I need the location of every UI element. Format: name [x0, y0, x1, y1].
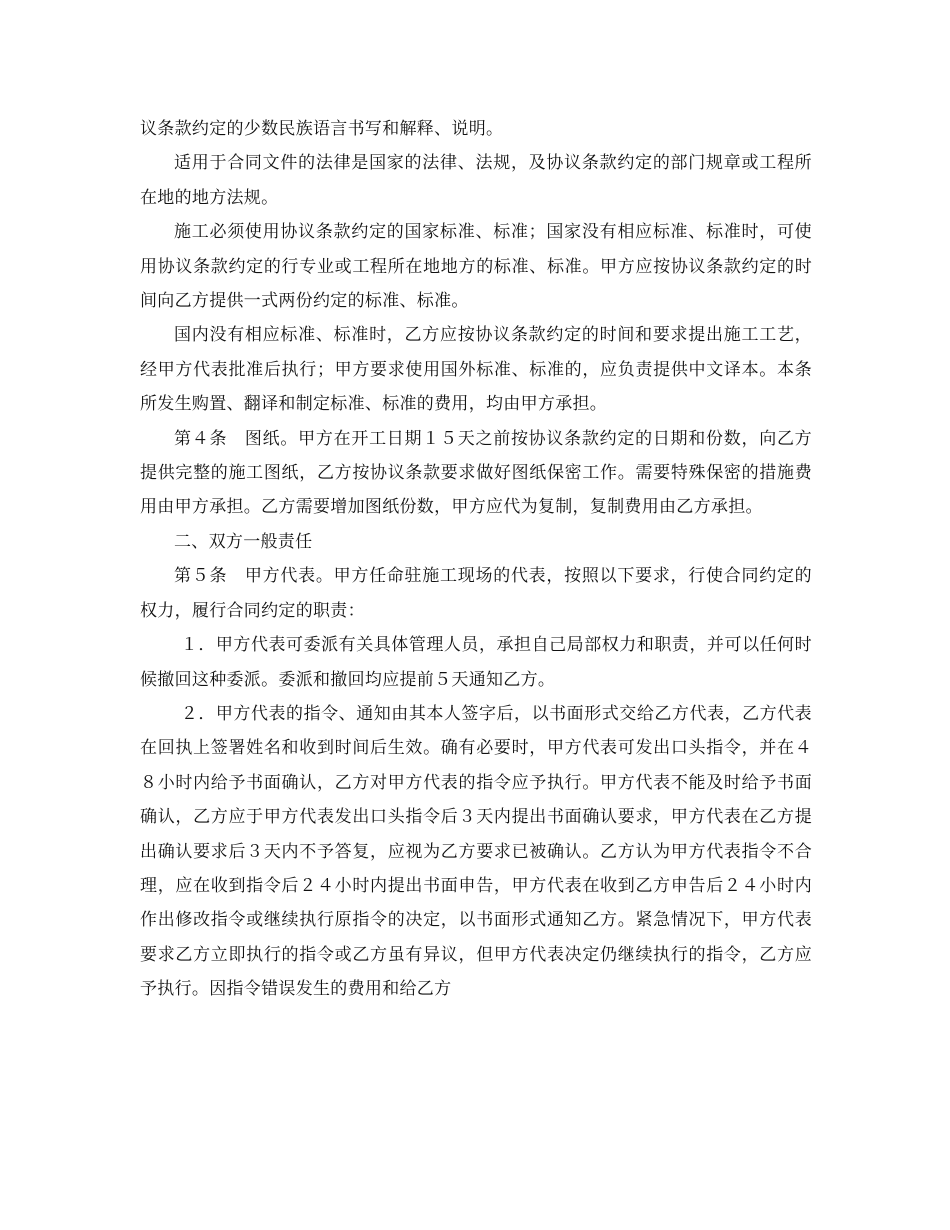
paragraph-item-1: １．甲方代表可委派有关具体管理人员，承担自己局部权力和职责，并可以任何时候撤回这种委派。委派和撤回均应提前５天通知乙方。: [140, 635, 812, 690]
section-heading-general-responsibilities: 二、双方一般责任: [174, 531, 313, 552]
paragraph-standards: 施工必须使用协议条款约定的国家标准、标准；国家没有相应标准、标准时，可使用协议条款约定的行专业或工程所在地地方的标准、标准。甲方应按协议条款约定的时间向乙方提供一式两份约定的标准、标准。: [140, 222, 812, 312]
paragraph-article-5-representative: 第５条 甲方代表。甲方任命驻施工现场的代表，按照以下要求，行使合同约定的权力，履行合同约定的职责：: [140, 566, 812, 621]
paragraph-applicable-law: 适用于合同文件的法律是国家的法律、法规，及协议条款约定的部门规章或工程所在地的地方法规。: [140, 153, 812, 208]
paragraph-foreign-standards: 国内没有相应标准、标准时，乙方应按协议条款约定的时间和要求提出施工工艺，经甲方代表批准后执行；甲方要求使用国外标准、标准的，应负责提供中文译本。本条所发生购置、翻译和制定标准、标准的费用，均由甲方承担。: [140, 325, 812, 415]
paragraph-item-2: ２．甲方代表的指令、通知由其本人签字后，以书面形式交给乙方代表，乙方代表在回执上签署姓名和收到时间后生效。确有必要时，甲方代表可发出口头指令，并在４８小时内给予书面确认，乙方对甲方代表的指令应予执行。甲方代表不能及时给予书面确认，乙方应于甲方代表发出口头指令后３天内提出书面确认要求，甲方代表在乙方提出确认要求后３天内不予答复，应视为乙方要求已被确认。乙方认为甲方代表指令不合理，应在收到指令后２４小时内提出书面申告，甲方代表在收到乙方申告后２４小时内作出修改指令或继续执行原指令的决定，以书面形式通知乙方。紧急情况下，甲方代表要求乙方立即执行的指令或乙方虽有异议，但甲方代表决定仍继续执行的指令，乙方应予执行。因指令错误发生的费用和给乙方: [140, 703, 812, 1000]
paragraph-article-4-drawings: 第４条 图纸。甲方在开工日期１５天之前按协议条款约定的日期和份数，向乙方提供完整的施工图纸，乙方按协议条款要求做好图纸保密工作。需要特殊保密的措施费用由甲方承担。乙方需要增加图纸份数，甲方应代为复制，复制费用由乙方承担。: [140, 428, 812, 518]
document-body: [140, 112, 812, 1007]
paragraph-continuation: 议条款约定的少数民族语言书写和解释、说明。: [140, 119, 504, 139]
